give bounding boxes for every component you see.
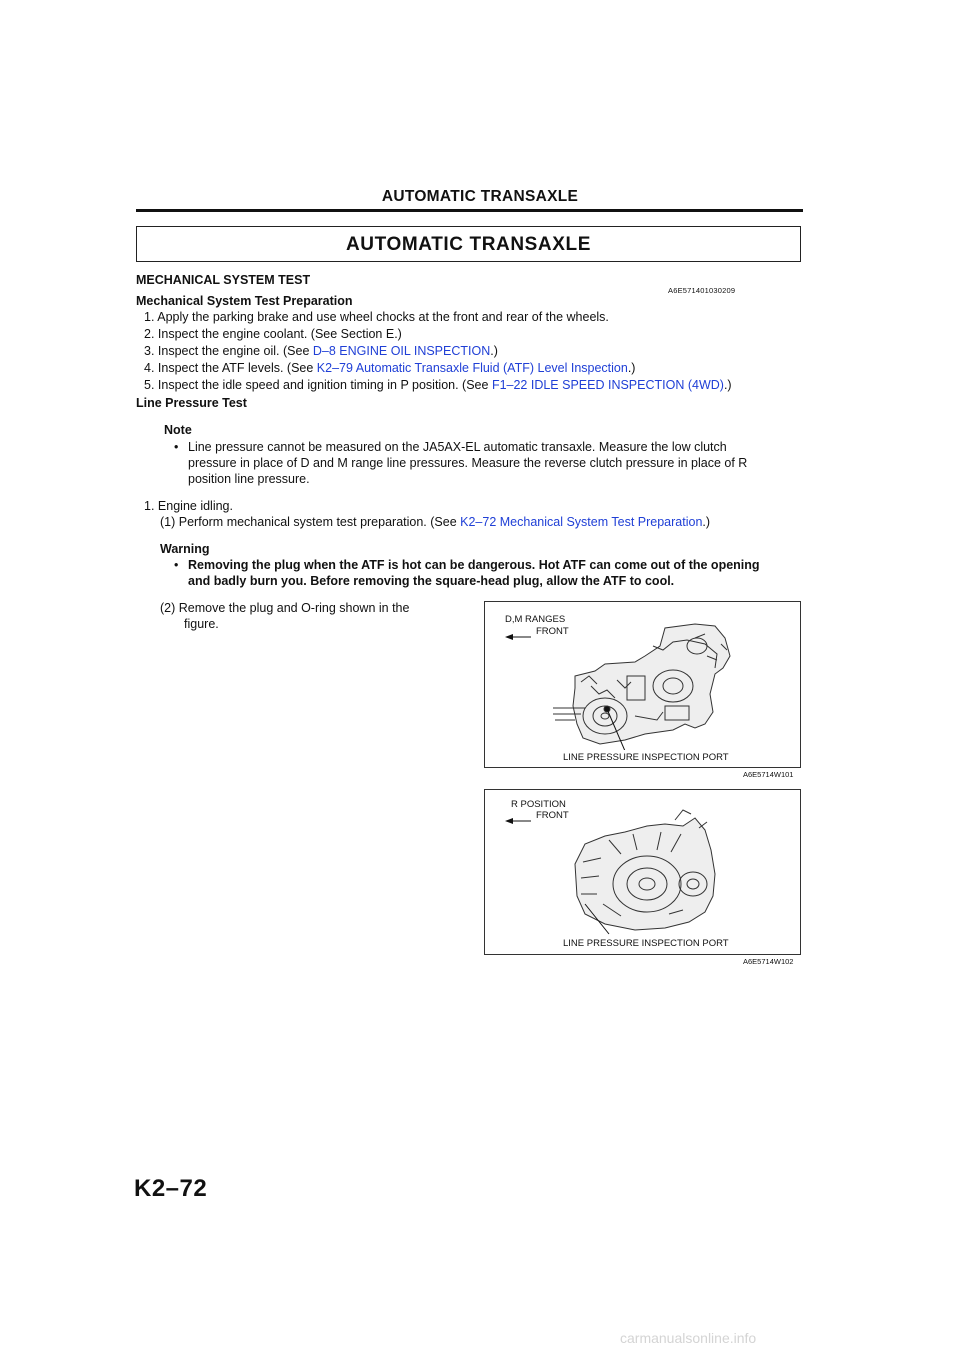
prep-step-text: Inspect the idle speed and ignition timing in P position. (See bbox=[157, 378, 492, 392]
figure-r-position bbox=[484, 789, 801, 955]
substep-number: (1) bbox=[160, 515, 176, 529]
prep-step-text-end: .) bbox=[627, 361, 636, 375]
prep-title: Mechanical System Test Preparation bbox=[136, 294, 353, 308]
prep-step-number: 5. bbox=[144, 378, 155, 392]
prep-step-text: Inspect the ATF levels. (See bbox=[157, 361, 317, 375]
test-step-number: 1. bbox=[144, 499, 155, 513]
substep-2-continuation: figure. bbox=[184, 617, 219, 631]
section-title: MECHANICAL SYSTEM TEST bbox=[136, 273, 311, 287]
test-substep-2 bbox=[160, 601, 409, 615]
warning-label: Warning bbox=[160, 542, 210, 556]
figure-dm-ranges bbox=[484, 601, 801, 768]
substep-text-end: .) bbox=[702, 515, 711, 529]
note-label: Note bbox=[164, 423, 192, 437]
prep-step-text: Apply the parking brake and use wheel chocks at the front and rear of the wheels. bbox=[157, 310, 609, 324]
prep-step-2 bbox=[144, 327, 402, 341]
test-preparation-link[interactable]: K2–72 Mechanical System Test Preparation bbox=[460, 515, 703, 529]
note-line-3: position line pressure. bbox=[188, 472, 310, 486]
prep-step-5 bbox=[144, 378, 732, 392]
figure-range-label: R POSITION bbox=[511, 799, 566, 810]
test-substep-1 bbox=[160, 515, 710, 529]
prep-step-number: 4. bbox=[144, 361, 155, 375]
idle-speed-inspection-link[interactable]: F1–22 IDLE SPEED INSPECTION (4WD) bbox=[491, 378, 724, 392]
figure-code: A6E5714W102 bbox=[743, 957, 794, 966]
prep-step-text-end: .) bbox=[723, 378, 732, 392]
running-header-title: AUTOMATIC TRANSAXLE bbox=[381, 188, 579, 205]
test-step-text: Engine idling. bbox=[157, 499, 233, 513]
prep-step-number: 1. bbox=[144, 310, 155, 324]
line-pressure-title: Line Pressure Test bbox=[136, 396, 247, 410]
front-arrow-icon bbox=[505, 629, 531, 639]
prep-step-text: Inspect the engine oil. (See bbox=[157, 344, 313, 358]
section-title-box bbox=[136, 226, 801, 262]
prep-step-3 bbox=[144, 344, 498, 358]
note-bullet: • bbox=[174, 440, 179, 454]
prep-step-1 bbox=[144, 310, 609, 324]
header-rule bbox=[136, 209, 803, 212]
substep-text: Remove the plug and O-ring shown in the bbox=[178, 601, 410, 615]
transaxle-illustration-icon bbox=[545, 616, 745, 750]
note-line-2: pressure in place of D and M range line pressures. Measure the reverse clutch pressure in place of R bbox=[188, 456, 748, 470]
warning-line-2: and badly burn you. Before removing the square-head plug, allow the ATF to cool. bbox=[188, 574, 675, 588]
figure-port-label: LINE PRESSURE INSPECTION PORT bbox=[563, 752, 729, 763]
prep-step-text: Inspect the engine coolant. (See Section E.) bbox=[157, 327, 402, 341]
figure-front-label: FRONT bbox=[536, 810, 569, 821]
prep-step-number: 3. bbox=[144, 344, 155, 358]
atf-level-inspection-link[interactable]: K2–79 Automatic Transaxle Fluid (ATF) Level Inspection bbox=[316, 361, 628, 375]
transaxle-illustration-icon bbox=[565, 804, 725, 940]
front-arrow-icon bbox=[505, 813, 531, 823]
figure-range-label: D,M RANGES bbox=[505, 614, 566, 625]
prep-step-number: 2. bbox=[144, 327, 155, 341]
prep-step-4 bbox=[144, 361, 635, 375]
page-number: K2–72 bbox=[134, 1175, 208, 1202]
section-box-title: AUTOMATIC TRANSAXLE bbox=[345, 234, 592, 255]
section-code: A6E571401030209 bbox=[668, 286, 736, 295]
prep-step-text-end: .) bbox=[490, 344, 498, 358]
test-step-1 bbox=[144, 499, 233, 513]
engine-oil-inspection-link[interactable]: D–8 ENGINE OIL INSPECTION bbox=[312, 344, 491, 358]
note-line-1: Line pressure cannot be measured on the JA5AX-EL automatic transaxle. Measure the low clutch bbox=[188, 440, 727, 454]
watermark: carmanualsonline.info bbox=[620, 1330, 757, 1346]
figure-code: A6E5714W101 bbox=[743, 770, 794, 779]
figure-front-label: FRONT bbox=[536, 626, 569, 637]
warning-bullet: • bbox=[174, 558, 179, 572]
warning-line-1: Removing the plug when the ATF is hot can be dangerous. Hot ATF can come out of the opening bbox=[188, 558, 760, 572]
substep-text: Perform mechanical system test preparation. (See bbox=[178, 515, 461, 529]
substep-number: (2) bbox=[160, 601, 176, 615]
figure-port-label: LINE PRESSURE INSPECTION PORT bbox=[563, 938, 729, 949]
